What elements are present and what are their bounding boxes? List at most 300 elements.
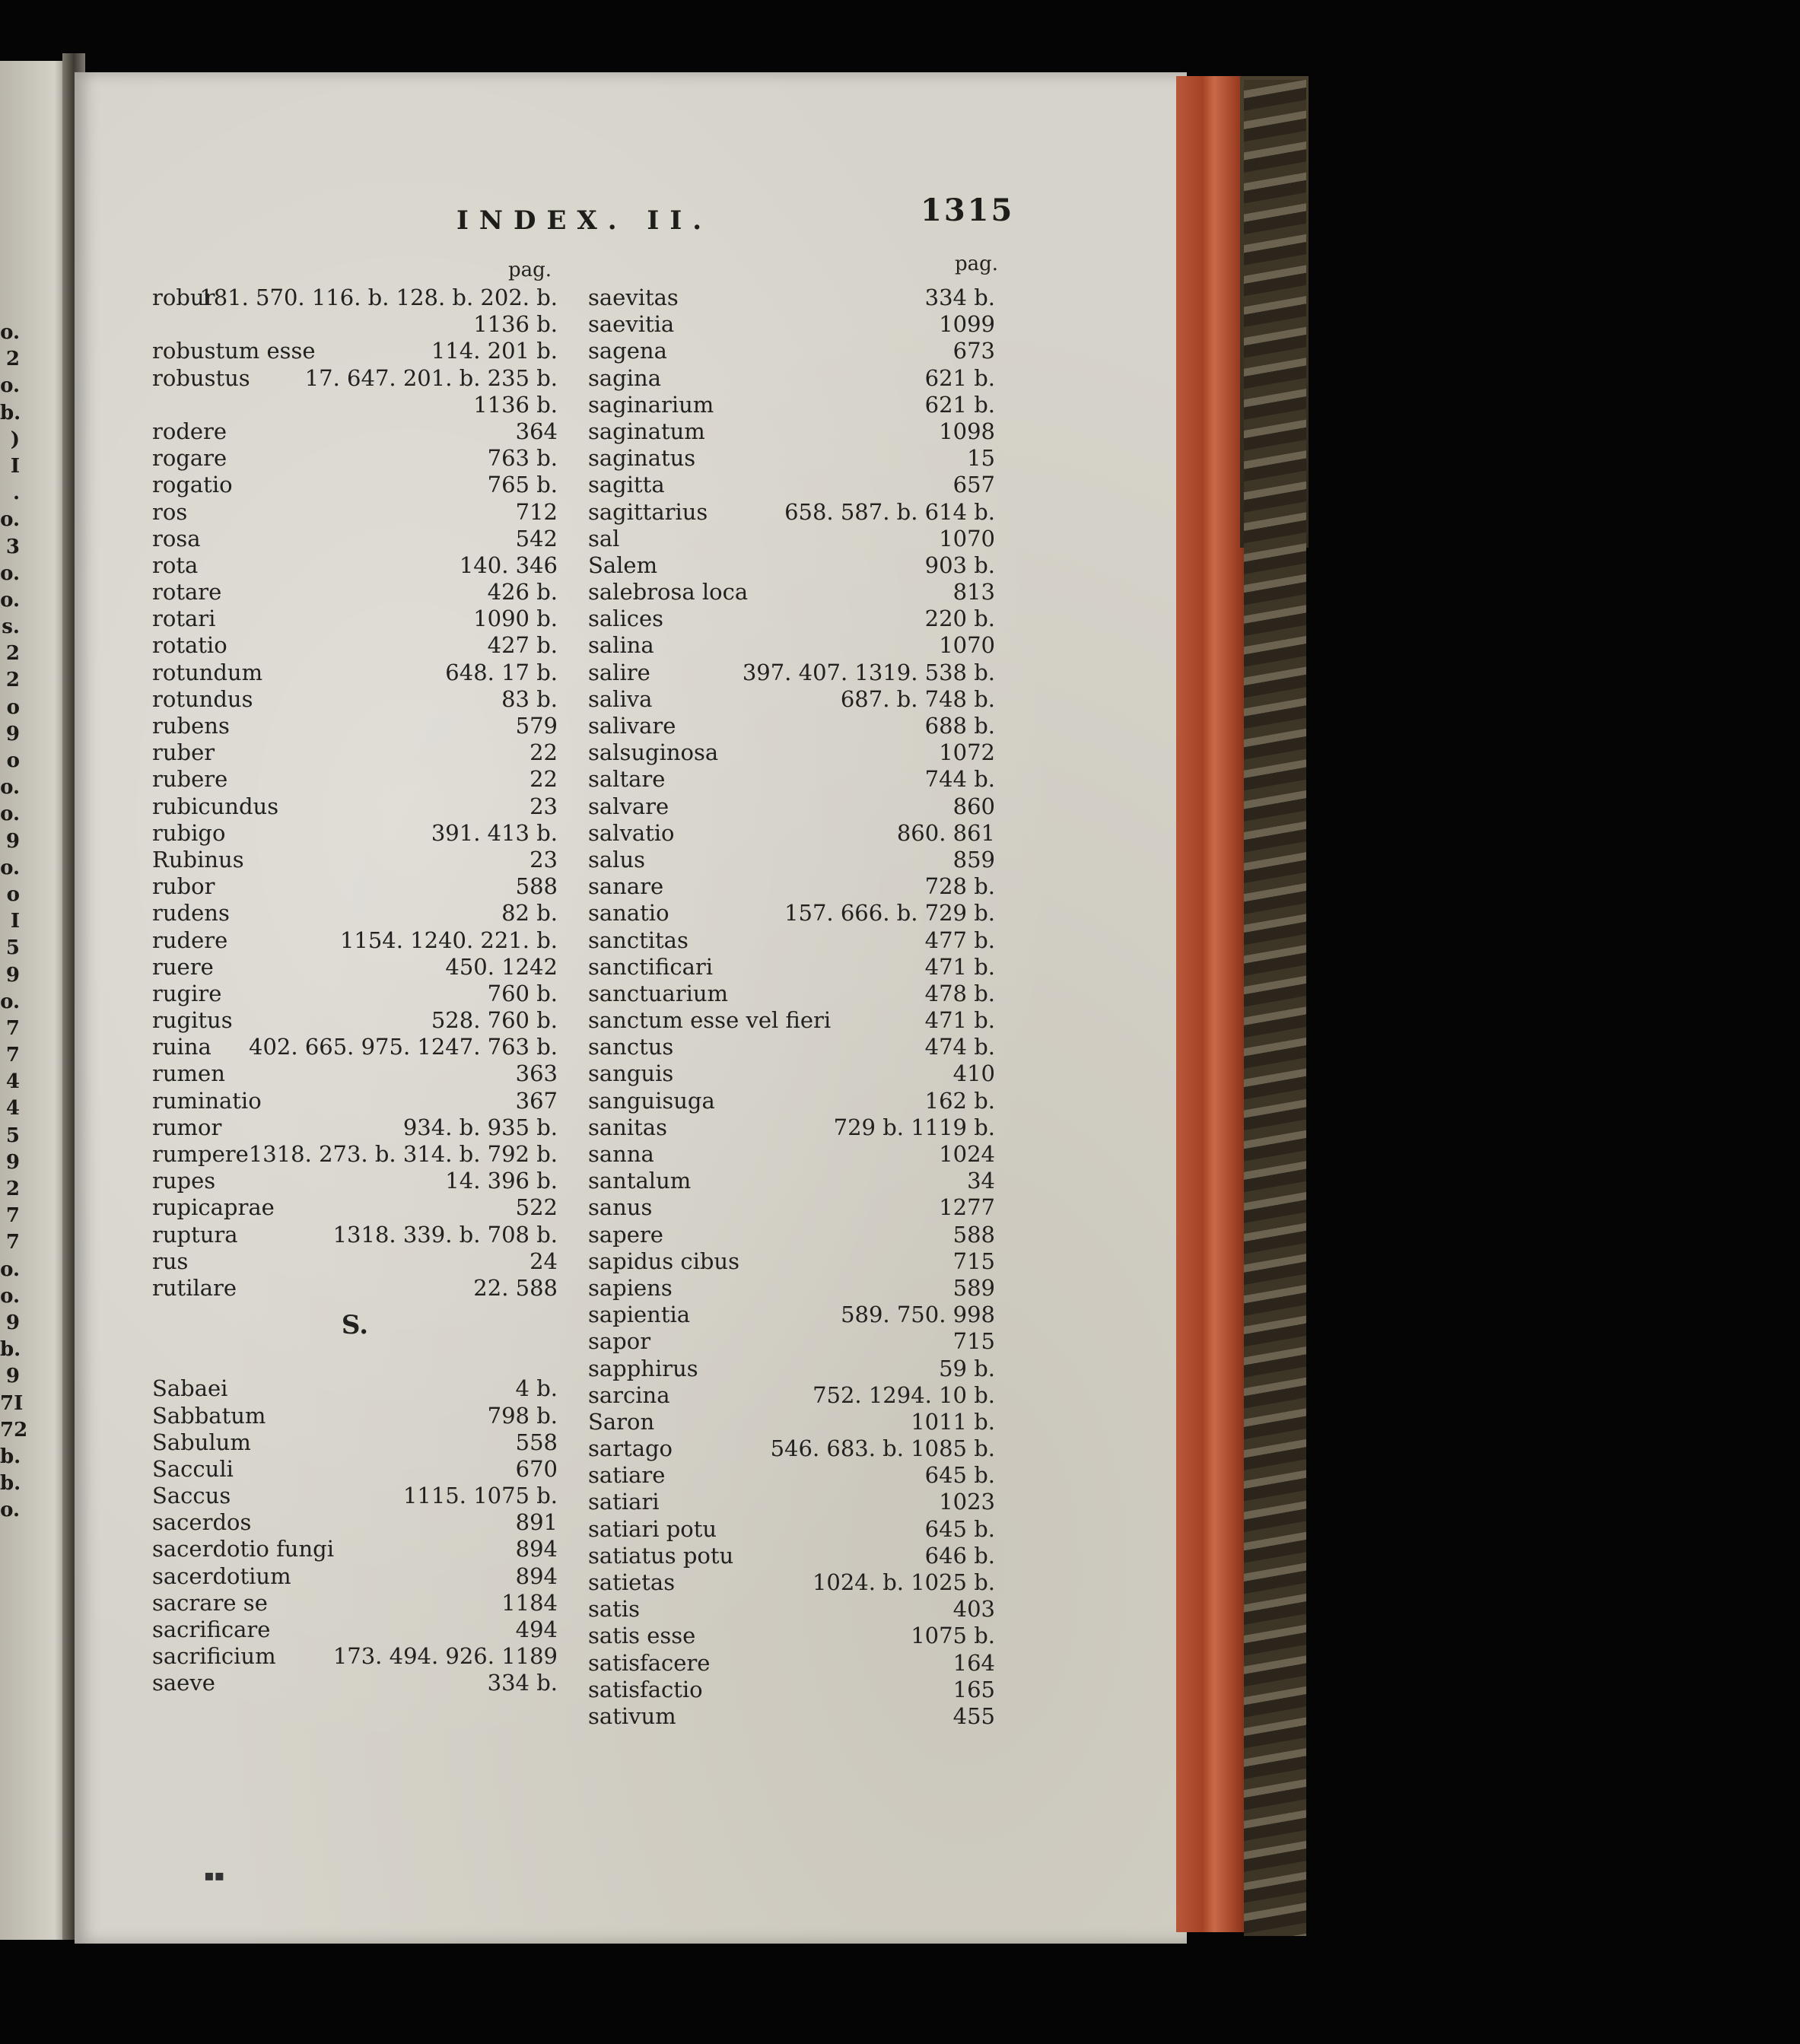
index-term: sanguisuga — [588, 1087, 715, 1114]
index-page-refs: 494 — [515, 1616, 558, 1642]
index-term: Sacculi — [152, 1455, 234, 1482]
index-entry — [588, 873, 995, 900]
left-index-column — [152, 285, 558, 1697]
margin-mark: o. — [0, 856, 20, 879]
index-page-refs: 22 — [530, 739, 558, 766]
index-entry — [588, 311, 995, 338]
index-page-refs: 860. 861 — [896, 819, 995, 846]
index-term: saginarium — [588, 391, 714, 418]
margin-mark: o — [6, 882, 20, 906]
index-page-refs: 645 b. — [924, 1462, 995, 1489]
index-page-refs: 891 — [515, 1509, 558, 1536]
index-entry — [588, 1356, 995, 1382]
index-term: sacrificare — [152, 1616, 271, 1642]
index-entry — [152, 1643, 558, 1670]
index-term: sanare — [588, 873, 664, 900]
index-term: rodere — [152, 418, 227, 444]
index-page-refs: 670 — [515, 1455, 558, 1482]
margin-mark: 9 — [5, 963, 20, 987]
margin-mark: 2 — [5, 669, 20, 692]
index-page-refs: 427 b. — [487, 632, 558, 659]
index-page-refs: 765 b. — [487, 472, 558, 498]
index-page-refs: 165 — [952, 1676, 995, 1702]
index-entry — [152, 820, 558, 847]
index-term: rus — [152, 1248, 189, 1274]
index-entry — [588, 900, 995, 927]
index-entry — [152, 311, 558, 338]
index-entry — [588, 713, 995, 739]
index-entry — [588, 526, 995, 552]
margin-mark: o. — [0, 588, 20, 612]
index-term: rubicundus — [152, 793, 279, 819]
index-term: saeve — [152, 1670, 215, 1696]
index-page-refs: 367 — [515, 1087, 558, 1114]
index-page-refs: 1277 — [939, 1194, 995, 1221]
index-page-refs: 24 — [530, 1248, 558, 1274]
index-entry — [588, 472, 995, 498]
margin-mark: o. — [0, 321, 20, 344]
index-page-refs: 364 — [515, 418, 558, 444]
index-entry — [152, 1141, 558, 1168]
index-entry — [588, 1543, 995, 1569]
index-term: robustus — [152, 364, 250, 391]
index-entry — [588, 632, 995, 659]
index-entry — [588, 1596, 995, 1623]
index-page-refs: 1090 b. — [473, 606, 558, 632]
index-term: Rubinus — [152, 846, 244, 873]
index-term: ruptura — [152, 1221, 238, 1248]
index-page-refs: 728 b. — [924, 873, 995, 900]
index-term: rumor — [152, 1114, 222, 1140]
index-entry — [152, 338, 558, 364]
index-page-refs: 528. 760 b. — [431, 1007, 558, 1034]
margin-mark: 7I — [0, 1391, 24, 1415]
index-term: rotatio — [152, 632, 227, 659]
index-page-refs: 646 b. — [924, 1542, 995, 1569]
index-page-refs: 455 — [952, 1702, 995, 1729]
index-page-refs: 522 — [515, 1194, 558, 1221]
index-entry — [152, 766, 558, 793]
index-page-refs: 645 b. — [924, 1515, 995, 1542]
margin-mark: s. — [2, 615, 20, 639]
index-term: Saccus — [152, 1483, 231, 1509]
index-page-refs: 334 b. — [487, 1670, 558, 1696]
index-entry — [588, 1650, 995, 1677]
index-entry — [152, 660, 558, 686]
index-entry — [152, 739, 558, 766]
section-spacer — [152, 1349, 558, 1375]
margin-mark: b. — [0, 1338, 21, 1362]
index-page-refs: 157. 666. b. 729 b. — [784, 900, 995, 927]
index-page-refs: 712 — [515, 498, 558, 525]
index-term: sacerdotium — [152, 1562, 291, 1589]
index-entry — [152, 1403, 558, 1429]
index-page-refs: 471 b. — [924, 1007, 995, 1034]
index-page-refs: 426 b. — [487, 579, 558, 606]
margin-mark: 4 — [5, 1070, 20, 1094]
index-term: sanctificari — [588, 953, 714, 980]
index-page-refs: 688 b. — [924, 713, 995, 739]
index-entry — [152, 847, 558, 873]
margin-mark: ) — [10, 428, 20, 451]
index-page-refs: 1318. 339. b. 708 b. — [332, 1221, 558, 1248]
index-page-refs: 760 b. — [487, 980, 558, 1006]
index-entry — [152, 927, 558, 954]
index-page-refs: 59 b. — [939, 1355, 995, 1381]
index-term: sarcina — [588, 1381, 670, 1408]
index-term: ros — [152, 498, 188, 525]
index-entry — [588, 285, 995, 311]
index-entry — [588, 1382, 995, 1409]
index-entry — [152, 873, 558, 900]
index-entry — [588, 847, 995, 873]
index-entry — [588, 1088, 995, 1114]
index-page-refs: 621 b. — [924, 364, 995, 391]
index-term: rupes — [152, 1168, 216, 1194]
index-entry — [588, 338, 995, 364]
index-entry — [152, 526, 558, 552]
index-entry — [152, 606, 558, 632]
index-term: rugire — [152, 980, 222, 1006]
index-entry — [588, 365, 995, 392]
index-term: sanctus — [588, 1034, 674, 1060]
index-term: rugitus — [152, 1007, 233, 1034]
index-entry — [152, 1456, 558, 1483]
index-page-refs: 589. 750. 998 — [841, 1302, 995, 1328]
margin-mark: 9 — [5, 1311, 20, 1334]
index-page-refs: 402. 665. 975. 1247. 763 b. — [249, 1034, 558, 1060]
index-term: rotundum — [152, 659, 263, 685]
index-page-refs: 1075 b. — [911, 1623, 995, 1649]
index-page-refs: 334 b. — [924, 285, 995, 310]
index-page-refs: 23 — [530, 846, 558, 873]
index-page-refs: 82 b. — [501, 900, 558, 927]
index-entry — [152, 686, 558, 713]
index-entry — [152, 285, 558, 311]
index-term: rosa — [152, 525, 201, 552]
index-entry — [588, 392, 995, 418]
index-page-refs: 83 b. — [501, 685, 558, 712]
margin-mark: o. — [0, 1284, 20, 1308]
index-term: sanitas — [588, 1114, 667, 1140]
left-page-edge — [0, 61, 68, 1940]
index-entry — [588, 686, 995, 713]
index-term: rudere — [152, 927, 228, 953]
margin-mark: 5 — [5, 936, 20, 960]
index-term: sapidus cibus — [588, 1248, 739, 1274]
index-page-refs: 1011 b. — [911, 1408, 995, 1435]
margin-mark: 9 — [5, 829, 20, 853]
index-page-refs: 164 — [952, 1649, 995, 1676]
index-entry — [588, 445, 995, 472]
index-page-refs: 1070 — [939, 525, 995, 552]
index-entry — [588, 1623, 995, 1649]
index-entry — [152, 392, 558, 418]
margin-mark: 2 — [5, 348, 20, 371]
index-entry — [588, 1435, 995, 1462]
section-letter-row — [152, 1302, 558, 1349]
index-page-refs: 410 — [952, 1060, 995, 1087]
margin-mark: 9 — [5, 722, 20, 745]
margin-mark: o. — [0, 561, 20, 585]
margin-mark: b. — [0, 1445, 21, 1468]
index-entry — [152, 1248, 558, 1275]
margin-mark: 9 — [5, 1365, 20, 1388]
index-term: sanguis — [588, 1060, 674, 1087]
index-entry — [588, 739, 995, 766]
index-term: satiare — [588, 1462, 666, 1489]
margin-mark: o. — [0, 1499, 20, 1522]
index-entry — [588, 418, 995, 445]
index-page-refs: 715 — [952, 1328, 995, 1355]
index-page-refs: 15 — [967, 445, 995, 472]
index-entry — [152, 900, 558, 927]
margin-mark: I — [10, 910, 20, 933]
index-page-refs: 181. 570. 116. b. 128. b. 202. b. — [199, 285, 558, 310]
index-term: rogare — [152, 445, 227, 472]
index-entry — [588, 552, 995, 579]
index-page-refs: 542 — [515, 525, 558, 552]
index-entry — [152, 1509, 558, 1536]
index-term: rotari — [152, 606, 216, 632]
index-page-refs: 1024. b. 1025 b. — [812, 1569, 995, 1595]
index-page-refs: 860 — [952, 793, 995, 819]
index-entry — [588, 1569, 995, 1596]
index-page-refs: 22 — [530, 766, 558, 793]
margin-mark: 7 — [5, 1044, 20, 1067]
margin-mark: . — [12, 482, 20, 505]
index-term: rudens — [152, 900, 230, 927]
index-entry — [588, 660, 995, 686]
index-page-refs: 477 b. — [924, 927, 995, 953]
index-entry — [152, 1590, 558, 1616]
index-page-refs: 1154. 1240. 221. b. — [339, 927, 558, 953]
index-term: saltare — [588, 766, 666, 793]
index-entry — [588, 1222, 995, 1248]
index-page-refs: 403 — [952, 1596, 995, 1623]
index-entry — [152, 1034, 558, 1060]
index-term: satisfactio — [588, 1676, 703, 1702]
index-page-refs: 859 — [952, 846, 995, 873]
index-entry — [152, 365, 558, 392]
margin-mark: 5 — [5, 1124, 20, 1147]
index-entry — [588, 1275, 995, 1302]
index-entry — [588, 1677, 995, 1703]
index-entry — [152, 1222, 558, 1248]
index-page-refs: 1136 b. — [473, 311, 558, 338]
index-entry — [588, 1060, 995, 1087]
index-term: saginatus — [588, 445, 696, 472]
index-page-refs: 1098 — [939, 418, 995, 444]
margin-mark: 72 — [0, 1418, 28, 1442]
index-page-refs: 579 — [515, 713, 558, 739]
index-term: sacerdos — [152, 1509, 252, 1536]
index-term: salivare — [588, 713, 676, 739]
margin-mark: o — [6, 749, 20, 772]
index-page-refs: 658. 587. b. 614 b. — [784, 498, 995, 525]
index-term: sapiens — [588, 1274, 673, 1301]
index-page-refs: 363 — [515, 1060, 558, 1087]
index-term: satiari — [588, 1489, 660, 1515]
margin-mark: 2 — [5, 642, 20, 666]
index-term: sanna — [588, 1141, 654, 1167]
right-index-column — [588, 285, 995, 1730]
index-entry — [588, 1007, 995, 1034]
index-page-refs: 140. 346 — [459, 552, 558, 578]
index-page-refs: 588 — [952, 1221, 995, 1248]
index-term: rubigo — [152, 819, 226, 846]
index-page-refs: 220 b. — [924, 606, 995, 632]
index-term: sanctitas — [588, 927, 689, 953]
index-term: sal — [588, 525, 620, 552]
index-entry — [152, 1060, 558, 1087]
index-entry — [588, 499, 995, 526]
index-entry — [152, 552, 558, 579]
index-page-refs: 657 — [952, 472, 995, 498]
index-term: salina — [588, 632, 654, 659]
index-entry — [152, 499, 558, 526]
margin-mark: o. — [0, 776, 20, 799]
index-term: salices — [588, 606, 664, 632]
index-page-refs: 34 — [967, 1168, 995, 1194]
index-entry — [152, 1007, 558, 1034]
index-entry — [152, 1536, 558, 1562]
index-page-refs: 763 b. — [487, 445, 558, 472]
index-entry — [588, 927, 995, 954]
index-term: rotundus — [152, 685, 253, 712]
index-entry — [588, 820, 995, 847]
index-entry — [588, 1703, 995, 1730]
index-page-refs: 1184 — [501, 1589, 558, 1616]
index-page-refs: 813 — [952, 579, 995, 606]
index-term: salus — [588, 846, 646, 873]
ink-speck: ▪▪ — [204, 1866, 225, 1884]
index-term: saevitia — [588, 311, 675, 338]
index-entry — [152, 713, 558, 739]
margin-mark: b. — [0, 401, 21, 424]
index-page-refs: 934. b. 935 b. — [402, 1114, 558, 1140]
index-page-refs: 4 b. — [515, 1375, 558, 1402]
index-page-refs: 114. 201 b. — [431, 338, 558, 364]
index-entry — [152, 954, 558, 981]
index-page-refs: 1024 — [939, 1141, 995, 1167]
index-term: robur — [152, 285, 215, 310]
index-term: rotare — [152, 579, 222, 606]
index-term: sapere — [588, 1221, 663, 1248]
index-entry — [588, 1114, 995, 1141]
index-page-refs: 673 — [952, 338, 995, 364]
index-page-refs: 14. 396 b. — [445, 1168, 558, 1194]
index-entry — [588, 981, 995, 1007]
index-entry — [152, 1168, 558, 1194]
index-term: sapor — [588, 1328, 651, 1355]
index-entry — [152, 981, 558, 1007]
index-term: sapphirus — [588, 1355, 698, 1381]
index-entry — [152, 1670, 558, 1696]
index-term: sacrare se — [152, 1589, 268, 1616]
index-entry — [152, 1483, 558, 1509]
index-page-refs: 173. 494. 926. 1189 — [332, 1643, 558, 1670]
index-entry — [588, 1409, 995, 1435]
index-entry — [588, 1302, 995, 1328]
index-entry — [588, 766, 995, 793]
index-term: Sabaei — [152, 1375, 228, 1402]
index-term: sanctuarium — [588, 980, 729, 1006]
index-page-refs: 589 — [952, 1274, 995, 1301]
index-entry — [588, 1168, 995, 1194]
index-entry — [588, 1489, 995, 1515]
index-page-refs: 22. 588 — [473, 1274, 558, 1301]
index-page-refs: 752. 1294. 10 b. — [813, 1381, 995, 1408]
index-entry — [152, 445, 558, 472]
index-term: salebrosa loca — [588, 579, 749, 606]
index-term: sapientia — [588, 1302, 691, 1328]
index-term: sacrificium — [152, 1643, 276, 1670]
index-page-refs: 894 — [515, 1536, 558, 1562]
index-term: sanus — [588, 1194, 653, 1221]
left-margin-marks — [0, 319, 28, 1524]
index-term: rubere — [152, 766, 228, 793]
index-page-refs: 558 — [515, 1429, 558, 1455]
index-page-refs: 715 — [952, 1248, 995, 1274]
index-page-refs: 903 b. — [924, 552, 995, 578]
index-page-refs: 1115. 1075 b. — [402, 1483, 558, 1509]
index-entry — [588, 954, 995, 981]
index-page-refs: 621 b. — [924, 391, 995, 418]
index-term: rumen — [152, 1060, 225, 1087]
margin-mark: o. — [0, 803, 20, 826]
index-term: sativum — [588, 1702, 676, 1729]
index-entry — [152, 793, 558, 820]
index-term: Sabulum — [152, 1429, 251, 1455]
index-page-refs: 1099 — [939, 311, 995, 338]
index-page-refs: 1070 — [939, 632, 995, 659]
margin-mark: 3 — [5, 535, 20, 558]
index-term: santalum — [588, 1168, 692, 1194]
index-entry — [588, 793, 995, 820]
index-page-refs: 23 — [530, 793, 558, 819]
index-page-refs: 450. 1242 — [445, 953, 558, 980]
index-term: sagittarius — [588, 498, 708, 525]
index-page-refs: 546. 683. b. 1085 b. — [770, 1435, 995, 1462]
index-term: sanctum esse vel fieri — [588, 1007, 832, 1034]
index-term: ruminatio — [152, 1087, 262, 1114]
index-page-refs: 1318. 273. b. 314. b. 792 b. — [248, 1141, 558, 1167]
index-term: sagitta — [588, 472, 665, 498]
margin-mark: o — [6, 695, 20, 719]
margin-mark: o. — [0, 374, 20, 398]
index-page-refs: 744 b. — [924, 766, 995, 793]
margin-mark: 7 — [5, 1016, 20, 1040]
margin-mark: o. — [0, 508, 20, 532]
index-page-refs: 588 — [515, 873, 558, 900]
index-page-refs: 17. 647. 201. b. 235 b. — [304, 364, 558, 391]
index-entry — [152, 472, 558, 498]
index-entry — [152, 1563, 558, 1590]
margin-mark: 4 — [5, 1097, 20, 1121]
margin-mark: 2 — [5, 1178, 20, 1200]
index-entry — [152, 1429, 558, 1456]
index-term: rutilare — [152, 1274, 237, 1301]
index-entry — [152, 1194, 558, 1221]
margin-mark: b. — [0, 1472, 21, 1496]
index-term: sanatio — [588, 900, 669, 927]
index-term: rota — [152, 552, 199, 578]
index-term: salsuginosa — [588, 739, 719, 766]
index-term: saevitas — [588, 285, 679, 310]
index-term: rubens — [152, 713, 230, 739]
index-page-refs: 162 b. — [924, 1087, 995, 1114]
